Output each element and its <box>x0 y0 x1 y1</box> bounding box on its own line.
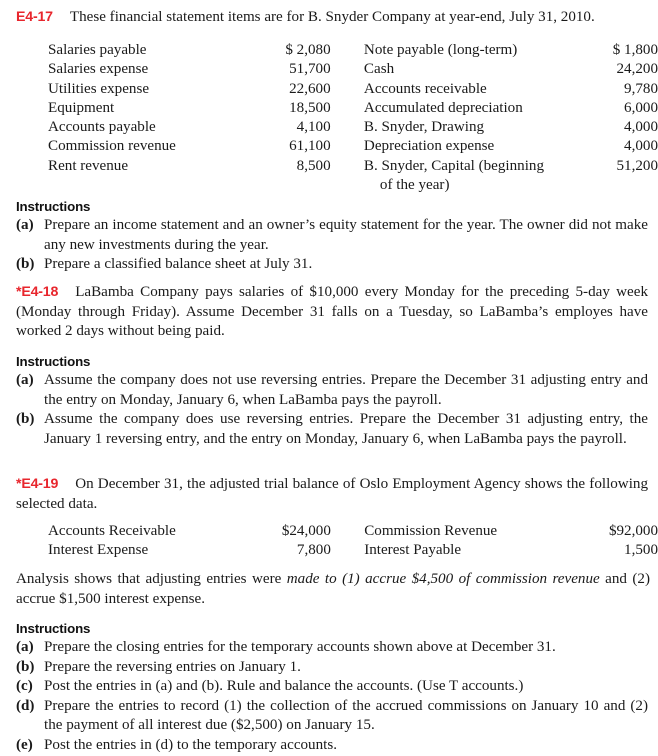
table-row <box>46 41 658 60</box>
table-row <box>46 99 658 118</box>
account-value: 4,100 <box>296 119 331 136</box>
instructions-heading: Instructions <box>16 621 91 636</box>
analysis-italic-clause: made to (1) accrue $4,500 of commission revenue <box>286 571 600 587</box>
column-spacer <box>331 118 364 137</box>
instruction-marker: (e) <box>16 736 33 753</box>
instruction-marker: (a) <box>16 639 34 655</box>
account-name: Depreciation expense <box>363 138 495 155</box>
instruction-marker: (b) <box>16 411 35 428</box>
account-name: Rent revenue <box>48 157 129 174</box>
column-spacer <box>331 99 364 118</box>
instruction-marker: (b) <box>16 658 35 675</box>
account-name: Accumulated depreciation <box>363 99 523 116</box>
instructions-list-e4-17 <box>16 216 648 275</box>
exercise-intro-paragraph <box>16 8 648 28</box>
account-value: 51,700 <box>289 61 331 78</box>
table-row <box>46 118 658 137</box>
exercise-number-label: *E4-18 <box>16 284 59 300</box>
account-value: 9,780 <box>624 80 658 97</box>
instruction-item <box>16 658 648 678</box>
instructions-heading: Instructions <box>16 199 91 214</box>
account-name: B. Snyder, Drawing <box>363 119 485 136</box>
account-name-line2: of the year) <box>379 177 450 194</box>
account-name: Accounts Receivable <box>48 523 176 539</box>
account-name: Commission revenue <box>48 138 176 155</box>
instruction-marker: (d) <box>16 697 35 714</box>
account-value: $ 1,800 <box>612 42 658 58</box>
instruction-text: Prepare an income statement and an owner’s equity statement for the year. The owner did not make any new investments during the year. <box>44 217 648 253</box>
account-value: $ 2,080 <box>285 42 331 58</box>
instruction-marker: (b) <box>16 256 35 273</box>
exercise-e4-19 <box>16 475 648 514</box>
account-name-line1: B. Snyder, Capital (beginning <box>363 157 545 174</box>
account-name: Accounts payable <box>48 119 156 136</box>
account-name: Interest Payable <box>364 542 462 559</box>
instruction-item <box>16 697 648 736</box>
account-value: 8,500 <box>296 157 331 174</box>
account-name: Interest Expense <box>48 542 149 559</box>
instructions-list-e4-19 <box>16 638 648 756</box>
account-items-table-e4-19 <box>46 522 658 561</box>
account-items-table-e4-17 <box>46 41 658 195</box>
instruction-marker: (a) <box>16 217 34 233</box>
instruction-text: Prepare the closing entries for the temporary accounts shown above at December 31. <box>44 639 556 655</box>
exercise-intro-text: These financial statement items are for B. Snyder Company at year-end, July 31, 2010. <box>69 9 595 25</box>
column-spacer <box>331 522 364 541</box>
instruction-text: Post the entries in (d) to the temporary accounts. <box>44 736 337 753</box>
instruction-text: Prepare the reversing entries on January 1. <box>44 658 301 675</box>
instruction-item <box>16 638 648 658</box>
account-name: Cash <box>363 61 395 78</box>
column-spacer <box>331 157 364 196</box>
account-name: Salaries payable <box>48 42 147 58</box>
account-name: Commission Revenue <box>364 523 498 539</box>
account-value: 22,600 <box>289 80 331 97</box>
instructions-heading: Instructions <box>16 354 91 369</box>
exercise-number-label: E4-17 <box>16 9 53 25</box>
exercise-intro-text: On December 31, the adjusted trial balance of Oslo Employment Agency shows the following selected data. <box>16 476 648 512</box>
account-value: 4,000 <box>624 138 658 155</box>
column-spacer <box>331 137 364 156</box>
account-value: 51,200 <box>616 157 658 174</box>
instruction-text: Prepare a classified balance sheet at July 31. <box>44 256 313 273</box>
account-name <box>364 157 571 196</box>
exercise-number-label: *E4-19 <box>16 476 59 492</box>
account-value: $92,000 <box>608 523 658 539</box>
instruction-marker: (a) <box>16 372 34 388</box>
instruction-marker: (c) <box>16 678 33 695</box>
instruction-text: Prepare the entries to record (1) the collection of the accrued commissions on January 10 and (2) the payment of all interest due ($2,500) on January 15. <box>44 697 648 734</box>
analysis-paragraph <box>16 570 650 609</box>
exercise-intro-text: LaBamba Company pays salaries of $10,000 every Monday for the preceding 5-day week (Monday through Friday). Assume December 31 falls on a Tuesday, so LaBamba’s employes have worked 2 days without being paid. <box>16 284 648 340</box>
account-value: 18,500 <box>289 99 331 116</box>
instructions-list-e4-18 <box>16 371 648 449</box>
instruction-item <box>16 216 648 255</box>
instruction-item <box>16 410 648 449</box>
exercise-e4-17 <box>16 8 648 28</box>
table-row <box>46 522 658 541</box>
exercise-intro-paragraph <box>16 283 648 342</box>
analysis-suffix: and (2) accrue $1,500 interest expense. <box>16 571 650 607</box>
account-name: Salaries expense <box>48 61 149 78</box>
column-spacer <box>331 80 364 99</box>
instruction-item <box>16 736 648 756</box>
account-value: 24,200 <box>616 61 658 78</box>
instruction-item <box>16 677 648 697</box>
account-name: Equipment <box>48 99 115 116</box>
account-value: 61,100 <box>289 138 331 155</box>
account-value: 7,800 <box>296 542 331 559</box>
instruction-item <box>16 255 648 275</box>
column-spacer <box>331 41 364 60</box>
instruction-text: Post the entries in (a) and (b). Rule and balance the accounts. (Use T accounts.) <box>44 678 524 695</box>
exercise-intro-paragraph <box>16 475 648 514</box>
instruction-text: Assume the company does use reversing entries. Prepare the December 31 adjusting entry, the January 1 reversing entry, and the entry on Monday, January 6, when LaBamba pays the payroll. <box>44 411 648 447</box>
instruction-text: Assume the company does not use reversing entries. Prepare the December 31 adjusting entry and the entry on Monday, January 6, when LaBamba pays the payroll. <box>44 372 648 408</box>
account-value: 6,000 <box>624 99 658 116</box>
table-row <box>46 541 658 560</box>
table-row <box>46 137 658 156</box>
account-name: Accounts receivable <box>363 80 487 97</box>
table-row <box>46 60 658 79</box>
table-row <box>46 80 658 99</box>
instruction-item <box>16 371 648 410</box>
analysis-prefix: Analysis shows that adjusting entries were <box>16 571 287 587</box>
account-value: 4,000 <box>624 119 658 136</box>
account-value: $24,000 <box>281 523 331 539</box>
exercise-e4-18 <box>16 283 648 342</box>
account-value: 1,500 <box>624 542 658 559</box>
column-spacer <box>331 60 364 79</box>
column-spacer <box>331 541 364 560</box>
table-row <box>46 157 658 196</box>
account-name: Utilities expense <box>48 80 150 97</box>
account-name: Note payable (long-term) <box>363 42 518 58</box>
